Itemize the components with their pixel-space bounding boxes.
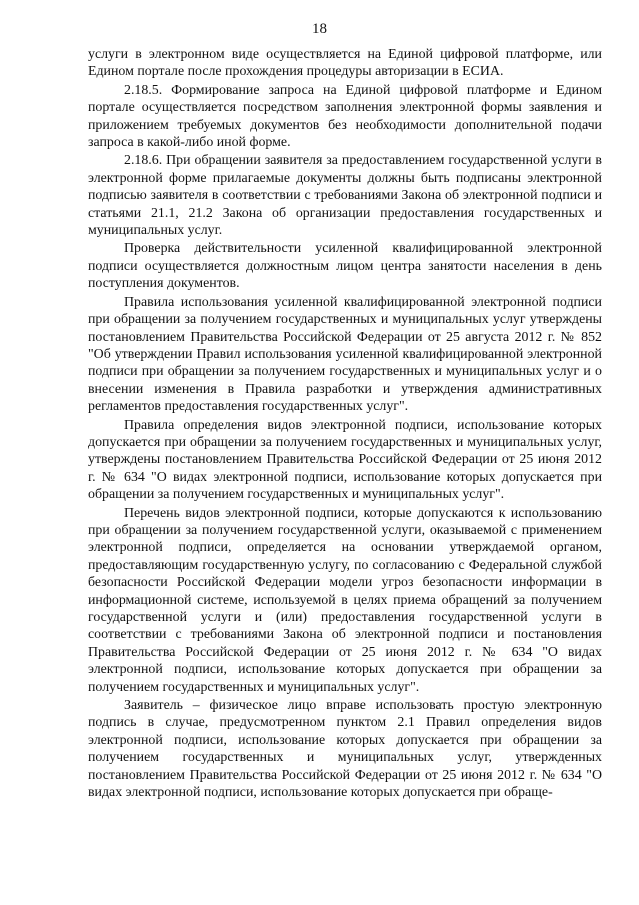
- paragraph-continuation: услуги в электронном виде осуществляется на Единой цифровой платформе, или Едином портале после прохождения процедуры авторизации в ЕСИА.: [88, 47, 602, 80]
- paragraph-qualified-signature-rules: Правила использования усиленной квалифицированной электронной подписи при обращении за получением государственных и муниципальных услуг утверждены постановлением Правительства Российской Федерации от 25 августа 2012 г. № 852 "Об утверждении Правил использования усиленной квалифицированной электронной подписи при обращении за получением государственных и муниципальных услуг и о внесении изменения в Правила разработки и утверждения административных регламентов предоставления государственных услуг".: [88, 294, 602, 415]
- paragraph-2-18-5: 2.18.5. Формирование запроса на Единой цифровой платформе и Едином портале осуществляется посредством заполнения электронной формы заявления и приложением требуемых документов без необходимости дополнительной подачи запроса в какой-либо иной форме.: [88, 82, 602, 151]
- paragraph-signature-verification: Проверка действительности усиленной квалифицированной электронной подписи осуществляется должностным лицом центра занятости населения в день поступления документов.: [88, 241, 602, 292]
- paragraph-simple-signature: Заявитель – физическое лицо вправе использовать простую электронную подпись в случае, предусмотренном пунктом 2.1 Правил определения видов электронной подписи, использование которых допускается при обращении за получением государственных и муниципальных услуг, утвержденных постановлением Правительства Российской Федерации от 25 июня 2012 г. № 634 "О видах электронной подписи, использование которых допускается при обраще-: [88, 698, 602, 801]
- paragraph-2-18-6: 2.18.6. При обращении заявителя за предоставлением государственной услуги в электронной форме прилагаемые документы должны быть подписаны электронной подписью заявителя в соответствии с требованиями Закона об электронной подписи и статьями 21.1, 21.2 Закона об организации предоставления государственных и муниципальных услуг.: [88, 153, 602, 239]
- page-number: 18: [312, 21, 327, 37]
- document-body: [88, 46, 602, 802]
- paragraph-signature-types-list: Перечень видов электронной подписи, которые допускаются к использованию при обращении за получением государственной услуги, оказываемой с применением электронной подписи, определяется на основании утверждаемой органом, предоставляющим государственную услугу, по согласованию с Федеральной службой безопасности Российской Федерации модели угроз безопасности информации в информационной системе, используемой в целях приема обращений за получением государственной услуги и (или) предоставления государственной услуги в соответствии с требованиями Закона об электронной подписи и постановления Правительства Российской Федерации от 25 июня 2012 г. № 634 "О видах электронной подписи, использование которых допускается при обращении за получением государственных и муниципальных услуг".: [88, 505, 602, 695]
- paragraph-signature-types-rules: Правила определения видов электронной подписи, использование которых допускается при обращении за получением государственных и муниципальных услуг, утверждены постановлением Правительства Российской Федерации от 25 июня 2012 г. № 634 "О видах электронной подписи, использование которых допускается при обращении за получением государственных и муниципальных услуг".: [88, 417, 602, 503]
